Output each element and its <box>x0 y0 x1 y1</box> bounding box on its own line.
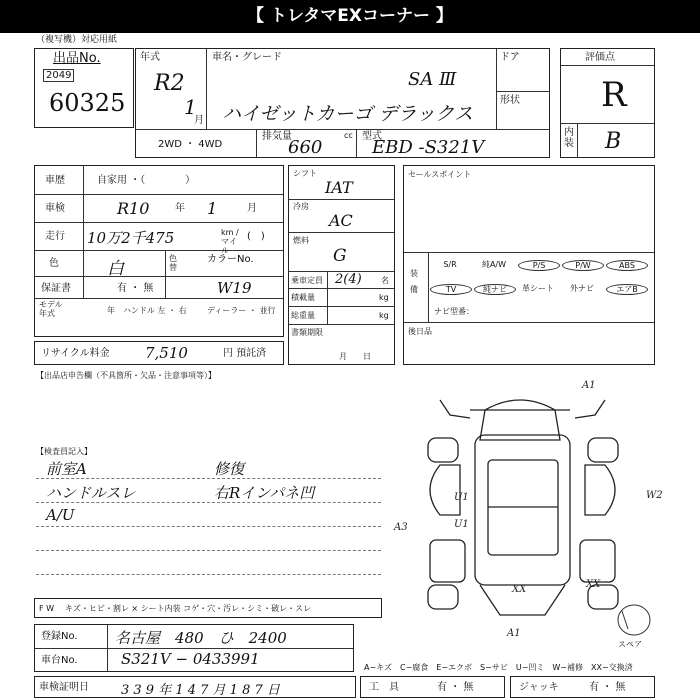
equip-tv: TV <box>430 284 472 295</box>
equipment-row2 <box>430 280 650 300</box>
displacement-value: 660 <box>288 137 323 158</box>
registration-label: 登録No. <box>41 631 78 642</box>
cert-value: 3 3 9 年 1 4 7 月 1 8 7 日 <box>121 683 280 698</box>
inspection-year-unit: 年 <box>175 203 185 214</box>
condition-label: F W <box>39 604 55 613</box>
equip-leather: 革シート <box>522 284 554 293</box>
mark-u1-b: U1 <box>454 519 469 530</box>
equipment-label: 装 備 <box>410 269 418 294</box>
lot-number: 60325 <box>49 89 126 117</box>
tools-box <box>360 676 505 698</box>
jack-value: 有 ・ 無 <box>589 682 626 693</box>
fuel-label: 燃料 <box>293 236 309 245</box>
model-year-handle: ハンドル 左 ・ 右 <box>123 306 187 315</box>
color-label: 色 <box>49 258 59 269</box>
history-label: 車歴 <box>45 175 65 186</box>
ac-value: AC <box>329 211 353 230</box>
capacity-unit: 名 <box>381 276 389 285</box>
registration-value: 名古屋 480 ひ 2400 <box>115 629 287 647</box>
mileage-units: km / マイル <box>221 228 239 255</box>
equip-pw: P/W <box>562 260 604 271</box>
gross-label: 総重量 <box>291 311 315 320</box>
year-month: 1 <box>184 95 197 119</box>
mark-xx-b: XX <box>586 579 601 590</box>
equip-ps: P/S <box>518 260 560 271</box>
recycle-label: リサイクル料金 <box>41 348 110 359</box>
color-code-value: W19 <box>217 279 252 297</box>
shape-label: 形状 <box>500 95 520 106</box>
gross-unit: kg <box>379 311 389 320</box>
tools-label: 工 具 <box>369 682 399 693</box>
year-month-unit: 月 <box>194 115 204 126</box>
mileage-label: 走行 <box>45 231 65 242</box>
recycle-box <box>34 341 284 365</box>
inspection-month-unit: 月 <box>247 203 257 214</box>
chassis-label: 車台No. <box>41 655 78 666</box>
equip-aw: 純A/W <box>481 260 507 269</box>
model-label: 車名・グレード <box>212 52 282 63</box>
score-label: 評価点 <box>585 52 615 63</box>
tools-value: 有 ・ 無 <box>437 682 474 693</box>
sales-point-label: セールスポイント <box>408 170 472 179</box>
load-label: 積載量 <box>291 293 315 302</box>
recycle-unit: 円 預託済 <box>223 348 267 359</box>
year-label: 年式 <box>140 52 160 63</box>
displacement-unit: cc <box>344 131 353 140</box>
recycle-value: 7,510 <box>145 344 188 362</box>
fuel-value: G <box>333 246 347 266</box>
equip-sr: S/R <box>443 260 457 269</box>
mark-xx-a: XX <box>512 584 527 595</box>
color-value: 白 <box>107 259 124 279</box>
inspector-left-1: 前室A <box>46 460 87 478</box>
inspector-right-1: 修復 <box>214 460 245 478</box>
car-diagram <box>394 380 670 640</box>
inspection-era: R10 <box>117 199 150 218</box>
inspector-left-3: A/U <box>46 506 75 524</box>
history-box <box>34 165 284 337</box>
color-code-label: カラーNo. <box>207 254 254 265</box>
score-box <box>560 48 655 158</box>
warranty-value: 有 ・ 無 <box>117 283 154 294</box>
interior-label: 内 装 <box>564 127 574 149</box>
lot-tag: 2049 <box>43 69 74 82</box>
capacity-value: 2(4) <box>335 272 362 287</box>
mileage-value: 10万2千475 <box>87 229 175 247</box>
model-name: ハイゼットカーゴ デラックス <box>222 103 473 125</box>
post-date-label: 後日品 <box>408 327 432 336</box>
mark-a1-top: A1 <box>582 380 596 391</box>
inspection-month: 1 <box>207 199 218 218</box>
mileage-paren: ( ) <box>247 231 265 242</box>
lot-label: 出品No. <box>53 51 101 66</box>
color-change-label: 色 替 <box>169 254 177 272</box>
spare-tire-icon <box>614 603 654 637</box>
condition-items: キズ・ヒビ・割レ × シート内装 コゲ・穴・汚レ・シミ・破レ・スレ <box>65 604 312 613</box>
equip-ext-nav: 外ナビ <box>570 284 594 293</box>
capacity-label: 乗車定員 <box>291 276 323 285</box>
warranty-label: 保証書 <box>41 283 71 294</box>
condition-row <box>34 598 382 618</box>
banner-title: 【 トレタマEXコーナー 】 <box>247 6 453 26</box>
equipment-row1 <box>430 256 650 276</box>
mark-w2: W2 <box>646 490 663 501</box>
mark-a3: A3 <box>394 522 408 533</box>
ac-label: 冷房 <box>293 202 309 211</box>
inspection-label: 車検 <box>45 203 65 214</box>
inspector-right-2: 右Rインパネ凹 <box>214 484 315 502</box>
load-unit: kg <box>379 293 389 302</box>
banner <box>0 0 700 33</box>
door-label: ドア <box>500 52 520 63</box>
year-era: R2 <box>154 71 185 96</box>
mark-a1-bottom: A1 <box>507 628 521 639</box>
model-year-dealer: ディーラー ・ 並行 <box>207 306 276 315</box>
sub-header: （複写機）対応用紙 <box>36 35 118 45</box>
model-code-label: 型式 <box>362 131 382 142</box>
cert-label: 車検証明日 <box>39 682 89 693</box>
registration-box <box>34 624 354 672</box>
inspector-label: 【検査員記入】 <box>36 447 92 456</box>
model-year-year: 年 <box>107 306 115 315</box>
model-grade: SA Ⅲ <box>408 69 457 90</box>
score-value: R <box>601 75 627 115</box>
model-year-label: モデル 年式 <box>39 300 63 318</box>
model-code-value: EBD -S321V <box>372 137 485 158</box>
jack-box <box>510 676 655 698</box>
sales-box <box>403 165 655 365</box>
history-value: 自家用 ・（ ） <box>97 175 196 186</box>
legend: A−キズ C−腐食 E−エクボ S−サビ U−凹ミ W−補修 XX−交換済 <box>364 663 633 672</box>
inspector-left-2: ハンドルスレ <box>46 484 136 502</box>
spec-box <box>288 165 395 365</box>
jack-label: ジャッキ <box>519 682 559 693</box>
shift-label: シフト <box>293 169 317 178</box>
displacement-label: 排気量 <box>262 131 292 142</box>
dealer-notes-label: 【出品店申告欄（不具箇所・欠品・注意事項等）】 <box>36 371 216 380</box>
equip-airbag: エアB <box>606 284 648 295</box>
lot-box <box>34 48 134 128</box>
spare-label: スペア <box>618 640 642 649</box>
nav-label: ナビ型番： <box>434 307 474 316</box>
vehicle-box <box>135 48 550 158</box>
interior-value: B <box>605 129 622 154</box>
doc-period-label: 書類期限 <box>291 328 323 337</box>
mark-u1-a: U1 <box>454 492 469 503</box>
doc-period-unit: 月 日 <box>339 352 371 361</box>
chassis-value: S321V − 0433991 <box>121 650 260 668</box>
equip-abs: ABS <box>606 260 648 271</box>
cert-box <box>34 676 356 698</box>
equip-nav: 純ナビ <box>474 284 516 295</box>
drive-label: 2WD ・ 4WD <box>158 139 223 150</box>
shift-value: IAT <box>325 178 353 197</box>
